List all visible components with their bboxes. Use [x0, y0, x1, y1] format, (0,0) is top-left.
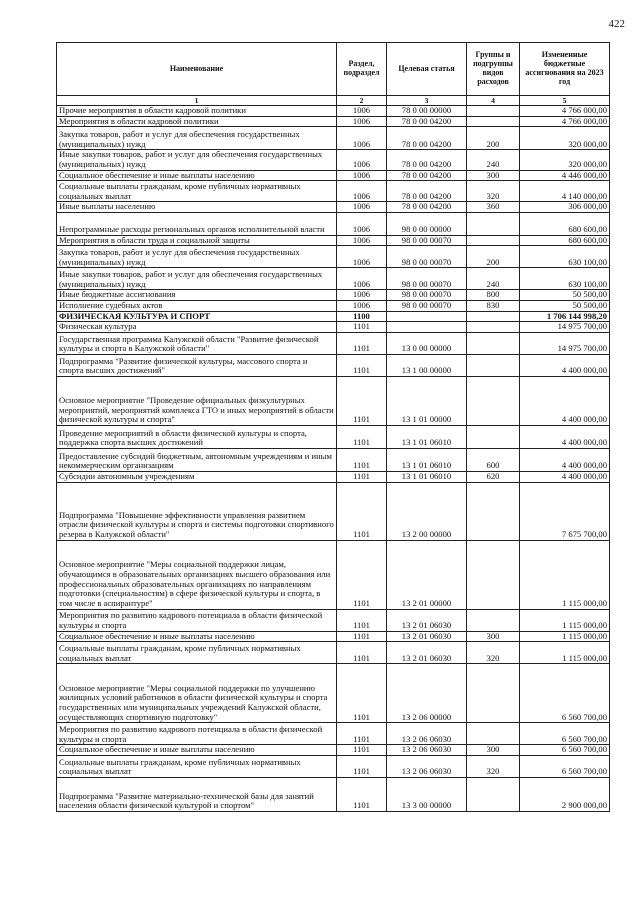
cell-section: 1101 — [337, 642, 387, 664]
cell-name: Основное мероприятие "Меры социальной поддержки по улучшению жилищных условий работников в области физической культуры и спорта государственных или муниципальных учреждений Калужской области, осуществляющих спортивную подготовку" — [57, 664, 337, 723]
table-row — [57, 471, 610, 482]
cell-section: 1006 — [337, 170, 387, 181]
cell-name: Иные закупки товаров, работ и услуг для обеспечения государственных (муниципальных) нужд — [57, 268, 337, 290]
table-row — [57, 777, 610, 811]
cell-group — [467, 235, 520, 246]
cell-group: 320 — [467, 181, 520, 202]
cell-name: Подпрограмма "Развитие физической культуры, массового спорта и спорта высших достижений" — [57, 354, 337, 376]
cell-article: 78 0 00 04200 — [387, 150, 467, 170]
cell-name: Прочие мероприятия в области кадровой политики — [57, 106, 337, 117]
cell-amount: 4 766 000,00 — [520, 116, 610, 127]
cell-section: 1101 — [337, 448, 387, 471]
cell-amount: 1 115 000,00 — [520, 609, 610, 631]
cell-name: Иные выплаты населению — [57, 202, 337, 213]
cell-article: 78 0 00 04200 — [387, 127, 467, 150]
cell-amount: 4 446 000,00 — [520, 170, 610, 181]
table-row — [57, 246, 610, 268]
cell-name: Исполнение судебных актов — [57, 301, 337, 312]
cell-article: 98 0 00 00070 — [387, 290, 467, 301]
col-number: 3 — [387, 96, 467, 106]
cell-section: 1006 — [337, 301, 387, 312]
table-row — [57, 235, 610, 246]
cell-amount: 1 115 000,00 — [520, 631, 610, 642]
cell-amount: 50 500,00 — [520, 301, 610, 312]
table-row — [57, 116, 610, 127]
cell-article: 13 2 06 00000 — [387, 664, 467, 723]
table-row — [57, 311, 610, 322]
cell-group — [467, 664, 520, 723]
cell-group — [467, 332, 520, 354]
cell-amount: 680 600,00 — [520, 212, 610, 235]
table-row — [57, 540, 610, 609]
cell-article: 13 1 01 06010 — [387, 448, 467, 471]
table-row — [57, 322, 610, 333]
cell-article: 13 2 01 06030 — [387, 642, 467, 664]
cell-section: 1101 — [337, 609, 387, 631]
cell-article: 98 0 00 00070 — [387, 268, 467, 290]
cell-name: ФИЗИЧЕСКАЯ КУЛЬТУРА И СПОРТ — [57, 311, 337, 322]
cell-group — [467, 425, 520, 448]
table-row — [57, 181, 610, 202]
cell-group — [467, 311, 520, 322]
cell-section: 1101 — [337, 332, 387, 354]
cell-section: 1006 — [337, 290, 387, 301]
cell-article: 13 2 00 00000 — [387, 482, 467, 540]
cell-name: Социальные выплаты гражданам, кроме публичных нормативных социальных выплат — [57, 181, 337, 202]
cell-amount: 4 400 000,00 — [520, 425, 610, 448]
cell-name: Социальное обеспечение и иные выплаты населению — [57, 170, 337, 181]
col-number: 4 — [467, 96, 520, 106]
column-number-row — [57, 96, 610, 106]
cell-name: Мероприятия в области кадровой политики — [57, 116, 337, 127]
header-article: Целевая статья — [387, 43, 467, 96]
cell-section: 1006 — [337, 212, 387, 235]
cell-section: 1006 — [337, 150, 387, 170]
col-number: 5 — [520, 96, 610, 106]
table-row — [57, 376, 610, 425]
cell-amount: 14 975 700,00 — [520, 332, 610, 354]
cell-amount: 306 000,00 — [520, 202, 610, 213]
cell-group — [467, 212, 520, 235]
cell-amount: 320 000,00 — [520, 127, 610, 150]
cell-name: Социальные выплаты гражданам, кроме публичных нормативных социальных выплат — [57, 642, 337, 664]
cell-article: 13 2 01 06030 — [387, 609, 467, 631]
cell-name: Субсидии автономным учреждениям — [57, 471, 337, 482]
cell-name: Государственная программа Калужской области "Развитие физической культуры и спорта в Калужской области" — [57, 332, 337, 354]
cell-article: 98 0 00 00070 — [387, 301, 467, 312]
cell-name: Мероприятия в области труда и социальной защиты — [57, 235, 337, 246]
cell-article: 13 2 01 00000 — [387, 540, 467, 609]
cell-article: 98 0 00 00070 — [387, 235, 467, 246]
cell-section: 1101 — [337, 482, 387, 540]
cell-section: 1006 — [337, 235, 387, 246]
cell-amount: 1 115 000,00 — [520, 540, 610, 609]
cell-article — [387, 311, 467, 322]
cell-group — [467, 540, 520, 609]
col-number: 2 — [337, 96, 387, 106]
cell-amount: 630 100,00 — [520, 246, 610, 268]
cell-group: 300 — [467, 170, 520, 181]
header-group: Группы и подгруппы видов расходов — [467, 43, 520, 96]
cell-section: 1006 — [337, 116, 387, 127]
cell-name: Предоставление субсидий бюджетным, автономным учреждениям и иным некоммерческим организациям — [57, 448, 337, 471]
cell-section: 1101 — [337, 745, 387, 756]
cell-article: 13 2 06 06030 — [387, 723, 467, 745]
cell-amount: 4 400 000,00 — [520, 471, 610, 482]
page-number: 422 — [608, 18, 625, 30]
cell-article: 13 2 01 06030 — [387, 631, 467, 642]
cell-name: Физическая культура — [57, 322, 337, 333]
cell-group: 240 — [467, 150, 520, 170]
cell-article: 78 0 00 00000 — [387, 106, 467, 117]
cell-amount: 4 400 000,00 — [520, 376, 610, 425]
cell-section: 1100 — [337, 311, 387, 322]
header-section: Раздел, подраздел — [337, 43, 387, 96]
cell-group: 300 — [467, 631, 520, 642]
cell-amount: 6 560 700,00 — [520, 723, 610, 745]
cell-amount: 630 100,00 — [520, 268, 610, 290]
cell-group — [467, 354, 520, 376]
cell-article: 78 0 00 04200 — [387, 181, 467, 202]
cell-section: 1006 — [337, 246, 387, 268]
table-row — [57, 354, 610, 376]
cell-name: Мероприятия по развитию кадрового потенциала в области физической культуры и спорта — [57, 723, 337, 745]
cell-section: 1101 — [337, 471, 387, 482]
cell-section: 1101 — [337, 540, 387, 609]
cell-name: Иные закупки товаров, работ и услуг для обеспечения государственных (муниципальных) нужд — [57, 150, 337, 170]
cell-name: Социальное обеспечение и иные выплаты населению — [57, 631, 337, 642]
table-row — [57, 170, 610, 181]
cell-group — [467, 723, 520, 745]
table-row — [57, 202, 610, 213]
cell-name: Закупка товаров, работ и услуг для обеспечения государственных (муниципальных) нужд — [57, 127, 337, 150]
cell-group: 200 — [467, 246, 520, 268]
table-row — [57, 664, 610, 723]
table-row — [57, 106, 610, 117]
cell-group: 320 — [467, 642, 520, 664]
cell-amount: 4 400 000,00 — [520, 448, 610, 471]
cell-group: 360 — [467, 202, 520, 213]
cell-group — [467, 482, 520, 540]
table-row — [57, 631, 610, 642]
table-row — [57, 150, 610, 170]
cell-group — [467, 322, 520, 333]
cell-article: 98 0 00 00000 — [387, 212, 467, 235]
table-row — [57, 290, 610, 301]
cell-amount: 7 675 700,00 — [520, 482, 610, 540]
cell-article: 13 1 01 00000 — [387, 376, 467, 425]
cell-article: 13 2 06 06030 — [387, 755, 467, 777]
table-row — [57, 127, 610, 150]
cell-amount: 4 140 000,00 — [520, 181, 610, 202]
cell-article: 13 1 01 06010 — [387, 471, 467, 482]
cell-article: 13 3 00 00000 — [387, 777, 467, 811]
cell-group: 200 — [467, 127, 520, 150]
cell-amount: 14 975 700,00 — [520, 322, 610, 333]
table-row — [57, 723, 610, 745]
cell-name: Основное мероприятие "Меры социальной поддержки лицам, обучающимся в образовательных организациях высшего образования или профессиональных образовательных организациях по направлениям подготовки (специальностям) в сфере физической культуры и спорта, в том числе в аспирантуре" — [57, 540, 337, 609]
cell-section: 1101 — [337, 322, 387, 333]
cell-group — [467, 777, 520, 811]
cell-section: 1101 — [337, 425, 387, 448]
table-row — [57, 448, 610, 471]
col-number: 1 — [57, 96, 337, 106]
cell-group: 830 — [467, 301, 520, 312]
cell-section: 1101 — [337, 777, 387, 811]
cell-section: 1101 — [337, 723, 387, 745]
cell-amount: 1 115 000,00 — [520, 642, 610, 664]
cell-name: Подпрограмма "Развитие материально-технической базы для занятий населения области физической культурой и спортом" — [57, 777, 337, 811]
cell-name: Закупка товаров, работ и услуг для обеспечения государственных (муниципальных) нужд — [57, 246, 337, 268]
cell-article: 13 2 06 06030 — [387, 745, 467, 756]
cell-section: 1006 — [337, 106, 387, 117]
cell-name: Подпрограмма "Повышение эффективности управления развитием отрасли физической культуры и спорта и системы подготовки спортивного резерва в Калужской области" — [57, 482, 337, 540]
cell-article: 78 0 00 04200 — [387, 170, 467, 181]
table-row — [57, 482, 610, 540]
cell-group — [467, 116, 520, 127]
cell-amount: 4 766 000,00 — [520, 106, 610, 117]
cell-name: Непрограммные расходы региональных органов исполнительной власти — [57, 212, 337, 235]
cell-group: 800 — [467, 290, 520, 301]
cell-name: Проведение мероприятий в области физической культуры и спорта, поддержка спорта высших достижений — [57, 425, 337, 448]
cell-section: 1101 — [337, 631, 387, 642]
cell-section: 1101 — [337, 755, 387, 777]
cell-section: 1006 — [337, 268, 387, 290]
cell-section: 1101 — [337, 664, 387, 723]
cell-amount: 1 706 144 998,20 — [520, 311, 610, 322]
cell-article: 13 0 00 00000 — [387, 332, 467, 354]
cell-name: Мероприятия по развитию кадрового потенциала в области физической культуры и спорта — [57, 609, 337, 631]
table-row — [57, 332, 610, 354]
cell-article: 13 1 00 00000 — [387, 354, 467, 376]
header-amount: Измененные бюджетные ассигнования на 2023 год — [520, 43, 610, 96]
cell-amount: 320 000,00 — [520, 150, 610, 170]
cell-section: 1006 — [337, 127, 387, 150]
cell-group: 620 — [467, 471, 520, 482]
table-body — [57, 106, 610, 812]
cell-group — [467, 376, 520, 425]
cell-article — [387, 322, 467, 333]
cell-group — [467, 106, 520, 117]
cell-name: Социальное обеспечение и иные выплаты населению — [57, 745, 337, 756]
cell-section: 1006 — [337, 181, 387, 202]
cell-amount: 4 400 000,00 — [520, 354, 610, 376]
cell-amount: 2 900 000,00 — [520, 777, 610, 811]
cell-section: 1101 — [337, 376, 387, 425]
cell-amount: 680 600,00 — [520, 235, 610, 246]
cell-name: Социальные выплаты гражданам, кроме публичных нормативных социальных выплат — [57, 755, 337, 777]
header-name: Наименование — [57, 43, 337, 96]
cell-group — [467, 609, 520, 631]
table-row — [57, 301, 610, 312]
cell-name: Основное мероприятие "Проведение официальных физкультурных мероприятий, мероприятий комплекса ГТО и иных мероприятий в области физической культуры и спорта" — [57, 376, 337, 425]
cell-amount: 6 560 700,00 — [520, 755, 610, 777]
cell-article: 78 0 00 04200 — [387, 116, 467, 127]
cell-name: Иные бюджетные ассигнования — [57, 290, 337, 301]
cell-group: 240 — [467, 268, 520, 290]
table-row — [57, 745, 610, 756]
table-row — [57, 212, 610, 235]
table-header-row — [57, 43, 610, 96]
cell-group: 600 — [467, 448, 520, 471]
table-row — [57, 268, 610, 290]
cell-article: 78 0 00 04200 — [387, 202, 467, 213]
table-row — [57, 755, 610, 777]
cell-section: 1101 — [337, 354, 387, 376]
cell-amount: 6 560 700,00 — [520, 745, 610, 756]
table-row — [57, 425, 610, 448]
cell-article: 13 1 01 06010 — [387, 425, 467, 448]
cell-group: 300 — [467, 745, 520, 756]
cell-article: 98 0 00 00070 — [387, 246, 467, 268]
table-row — [57, 642, 610, 664]
budget-table — [56, 42, 610, 812]
cell-section: 1006 — [337, 202, 387, 213]
cell-amount: 6 560 700,00 — [520, 664, 610, 723]
cell-group: 320 — [467, 755, 520, 777]
cell-amount: 50 500,00 — [520, 290, 610, 301]
table-row — [57, 609, 610, 631]
